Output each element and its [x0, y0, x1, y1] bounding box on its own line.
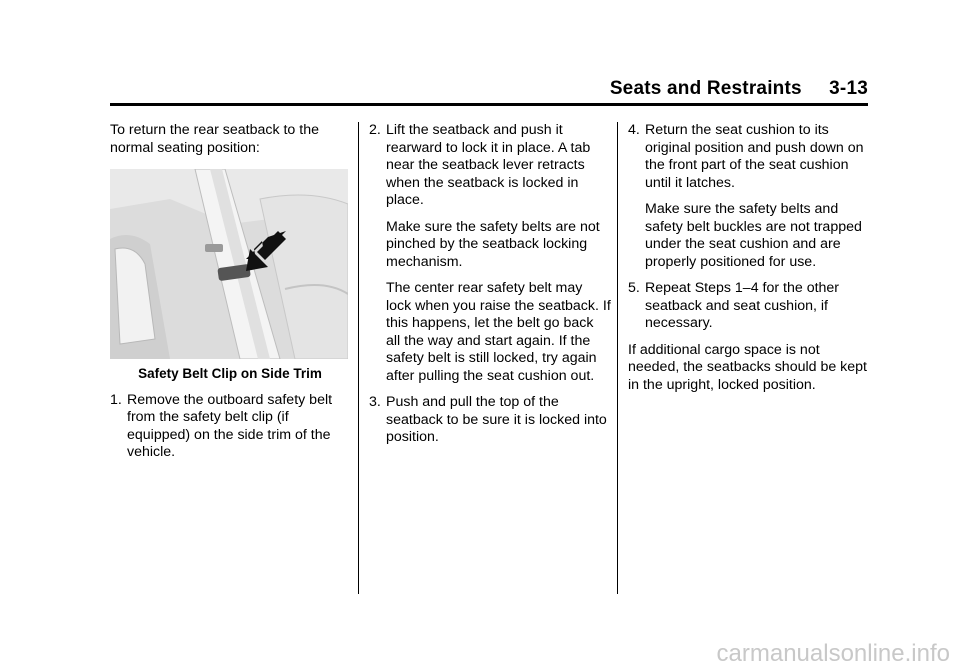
step-4-number: 4.: [628, 122, 640, 138]
step-1-number: 1.: [110, 391, 122, 408]
column-2: [369, 122, 611, 447]
page-header: [110, 76, 868, 104]
safety-belt-clip-illustration: [110, 169, 348, 359]
column-divider-1: [358, 122, 359, 594]
column-3: [628, 122, 870, 394]
closing-paragraph: If additional cargo space is not needed, the seatbacks should be kept in the upright, locked position.: [628, 341, 867, 393]
step-5: [628, 280, 870, 333]
column-divider-2: [617, 122, 618, 594]
step-3-text: Push and pull the top of the seatback to be sure it is locked into position.: [386, 394, 607, 445]
step-2: [369, 122, 611, 210]
step-2-number: 2.: [369, 122, 381, 138]
safety-belt-clip-figure: [110, 169, 348, 359]
step-2-note-2: The center rear safety belt may lock when you raise the seatback. If this happens, let the belt go back all the way and start again. If the safety belt is still locked, try again after pulling the seat cushion out.: [386, 280, 611, 384]
step-1-text: Remove the outboard safety belt from the safety belt clip (if equipped) on the side trim of the vehicle.: [127, 391, 333, 460]
column-1: [110, 122, 350, 462]
step-3: [369, 394, 611, 447]
step-2-text: Lift the seatback and push it rearward to lock it in place. A tab near the seatback lever retracts when the seatback is locked in place.: [386, 122, 591, 208]
step-3-number: 3.: [369, 394, 381, 410]
step-2-note-1: Make sure the safety belts are not pinched by the seatback locking mechanism.: [386, 218, 600, 270]
figure-caption: Safety Belt Clip on Side Trim: [138, 366, 322, 381]
header-title: Seats and Restraints 3-13: [609, 78, 868, 99]
watermark: carmanualsonline.info: [716, 640, 950, 667]
intro-paragraph: To return the rear seatback to the normal seating position:: [110, 122, 319, 156]
step-5-text: Repeat Steps 1–4 for the other seatback and seat cushion, if necessary.: [645, 280, 840, 331]
header-rule: [110, 103, 868, 106]
step-4-note: Make sure the safety belts and safety belt buckles are not trapped under the seat cushion and are properly positioned for use.: [645, 201, 862, 270]
step-4-text: Return the seat cushion to its original position and push down on the front part of the seat cushion until it latches.: [645, 122, 864, 191]
step-1: [110, 392, 350, 462]
step-4: [628, 122, 870, 192]
step-5-number: 5.: [628, 280, 640, 296]
